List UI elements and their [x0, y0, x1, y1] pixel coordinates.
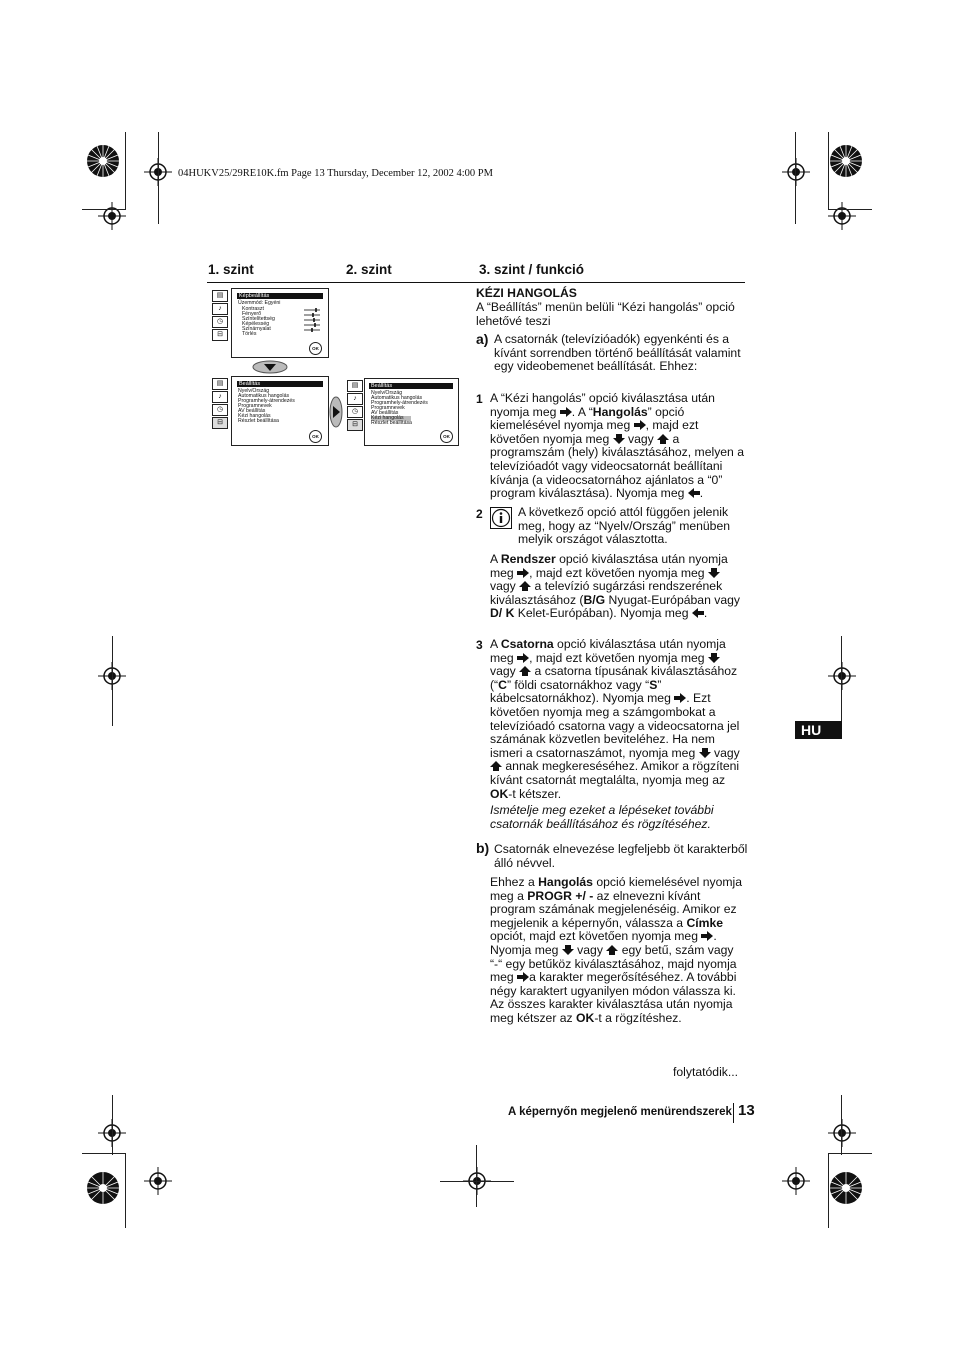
picture-icon: ▤ — [347, 380, 363, 392]
menu-item: Fényerő — [242, 311, 262, 317]
menu-item: Színárnyalat — [242, 326, 271, 332]
setup-icon: ⊟ — [212, 417, 228, 429]
timer-icon: ◷ — [212, 316, 228, 328]
info-icon — [490, 507, 512, 529]
step-1-text: A “Kézi hangolás” opció kiválasztása után nyomja meg . A “Hangolás” opció kiemelésével nyomja meg , majd ezt követően nyomja meg vagy a programszám (hely) kiválasztásához, melyen a televízióadót vagy videocsatornát beállítani kívánja (a videocsatornához ajánlatos a “0” program kiválasztása). Nyomja meg . — [490, 391, 745, 501]
page-number: 13 — [738, 1102, 755, 1119]
ok-button-icon: OK — [309, 430, 322, 443]
menu-item: Programhely-átrendezés — [371, 400, 428, 406]
level-2-heading: 2. szint — [346, 262, 392, 277]
ok-button-icon: OK — [309, 342, 322, 355]
menu-item: Kontraszt — [242, 306, 264, 312]
b-label: b) — [476, 840, 490, 856]
menu-item: Programnevek — [238, 403, 272, 409]
a-text: A csatornák (televízióadók) egyenkénti és a kívánt sorrendben történő beállítását valamint egy videobemenet beállítását. Ehhez: — [494, 332, 741, 374]
menu-item: Képélesség — [242, 321, 270, 327]
slider-bars — [304, 307, 322, 337]
section-title: KÉZI HANGOLÁS — [476, 286, 577, 300]
menu-item: Automatikus hangolás — [371, 395, 423, 401]
section-intro: A “Beállítás” menün belüli “Kézi hangolás” opció lehetővé teszi — [476, 300, 735, 328]
menu-item: Nyelv/Ország — [371, 390, 403, 396]
down-arrow-button-icon — [252, 360, 288, 374]
footer-section-title: A képernyőn megjelenő menürendszerek — [508, 1106, 732, 1118]
continues-label: folytatódik... — [673, 1065, 739, 1079]
menu-item: Részlet beállítása — [371, 420, 412, 426]
file-header: 04HUKV25/29RE10K.fm Page 13 Thursday, December 12, 2002 4:00 PM — [178, 168, 493, 179]
ok-button-icon: OK — [440, 430, 453, 443]
a-label: a) — [476, 331, 489, 347]
picture-icon: ▤ — [212, 378, 228, 390]
right-arrow-button-icon — [329, 396, 343, 428]
menu-item-selected: Kézi hangolás — [371, 416, 411, 421]
step-2-text: A Rendszer opció kiválasztása után nyomja meg , majd ezt követően nyomja meg vagy a televízió sugárzási rendszerének kiválasztásához (B/G Nyugat-Európában vagy D/ K Kelet-Európában). Nyomja meg . — [490, 552, 740, 621]
menu-item: Kézi hangolás — [238, 413, 271, 419]
step-number: 1 — [476, 392, 483, 406]
menu-title: Képbeállítás — [237, 293, 323, 299]
timer-icon: ◷ — [212, 404, 228, 416]
menu-panel — [231, 288, 329, 358]
step-3-text: A Csatorna opció kiválasztása után nyomja meg , majd ezt követően nyomja meg vagy a csatorna típusának kiválasztásához (“C” földi csatornákhoz vagy “S” kábelcsatornákhoz). Nyomja meg . Ezt követően nyomja meg a számgombokat a televízióadó csatorna vagy a videocsatorna jel számának közvetlen beviteléhez. Ha nem ismeri a csatornaszámot, nyomja meg vagy annak megkereséséhez. Amikor a rögzíteni kívánt csatornát megtalálta, nyomja meg az OK-t kétszer. — [490, 637, 740, 801]
menu-panel — [231, 376, 329, 446]
menu-title: Beállítás — [369, 383, 453, 389]
menu-item: Részlet beállítása — [238, 418, 279, 424]
note-text: A következő opció attól függően jelenik meg, hogy az “Nyelv/Ország” menüben melyik országot választotta. — [518, 505, 731, 547]
sound-icon: ♪ — [212, 303, 228, 315]
setup-icon: ⊟ — [212, 329, 228, 341]
menu-item: AV beállítás — [238, 408, 266, 414]
timer-icon: ◷ — [347, 406, 363, 418]
b-text: Csatornák elnevezése legfeljebb öt karakterből álló névvel. — [494, 842, 748, 870]
menu-item: AV beállítás — [371, 410, 399, 416]
level-3-heading: 3. szint / funkció — [479, 262, 585, 277]
step-number: 3 — [476, 638, 483, 652]
repeat-note: Ismételje meg ezeket a lépéseket további csatornák beállításához és rögzítéséhez. — [490, 803, 714, 831]
level-1-heading: 1. szint — [208, 262, 254, 277]
menu-panel — [364, 378, 459, 446]
menu-item: Üzemmód: Egyéni — [238, 300, 281, 306]
menu-item: Automatikus hangolás — [238, 393, 290, 399]
menu-item: Színtelítettség — [242, 316, 275, 322]
setup-icon: ⊟ — [347, 419, 363, 431]
menu-item: Törlés — [242, 331, 257, 337]
menu-item: Programhely-átrendezés — [238, 398, 295, 404]
sound-icon: ♪ — [347, 393, 363, 405]
header-rule — [207, 282, 745, 283]
b-instructions: Ehhez a Hangolás opció kiemelésével nyomja meg a PROGR +/ - az elnevezni kívánt program számának megjelenéséig. Amikor ez megjelenik a képernyőn, válassza a Címke opciót, majd ezt követően nyomja meg . Nyomja meg vagy egy betű, szám vagy “-“ egy betűköz kiválasztásához, majd nyomja meg a karakter megerősítéséhez. A további négy karaktert ugyanilyen módon válassza ki. Az összes karakter kiválasztása után nyomja meg kétszer az OK-t a rögzítéshez. — [490, 875, 742, 1025]
language-tab: HU — [795, 721, 842, 739]
step-number: 2 — [476, 507, 483, 521]
menu-item: Nyelv/Ország — [238, 388, 270, 394]
picture-icon: ▤ — [212, 290, 228, 302]
footer-divider — [733, 1103, 734, 1123]
menu-title: Beállítás — [237, 381, 323, 387]
sound-icon: ♪ — [212, 391, 228, 403]
menu-item: Programnevek — [371, 405, 405, 411]
